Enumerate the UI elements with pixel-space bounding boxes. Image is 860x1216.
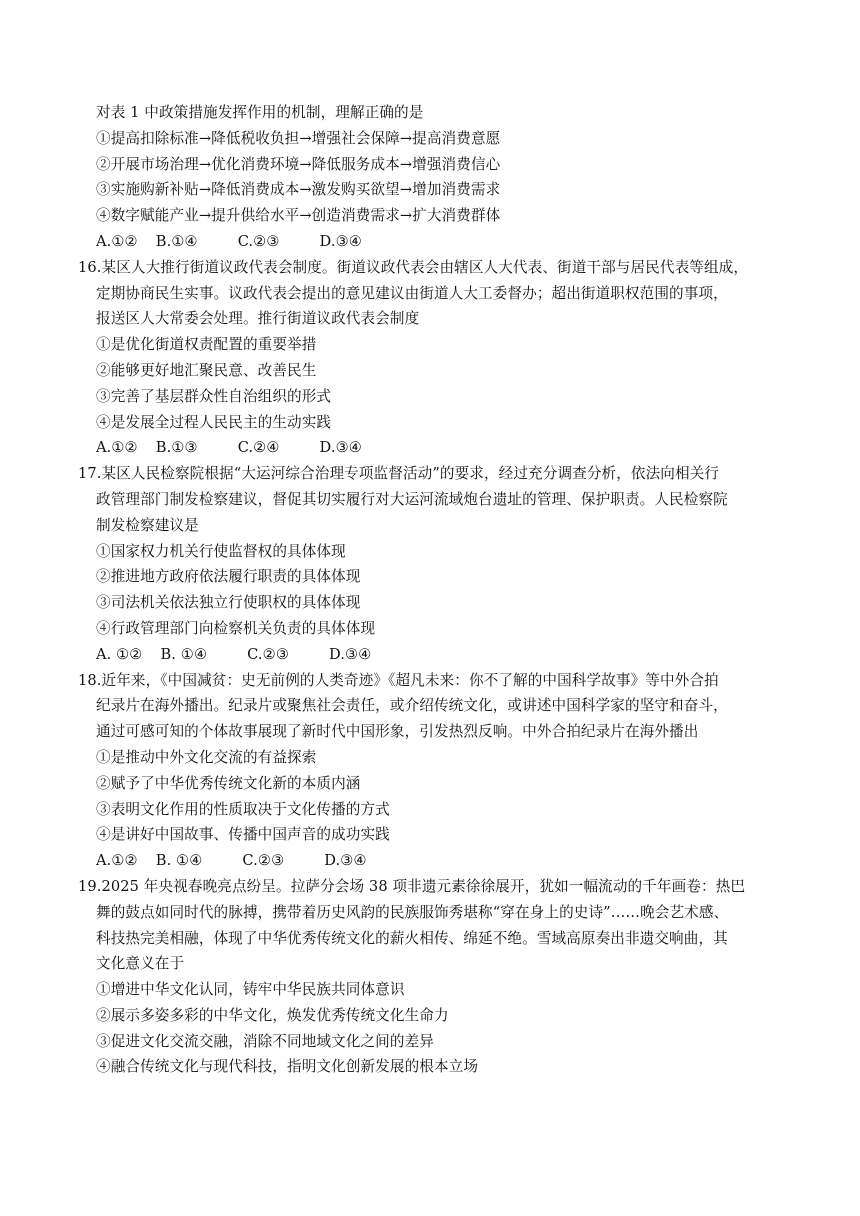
q18-choice-c: C.②③ bbox=[242, 852, 285, 870]
q16-choice-d: D.③④ bbox=[319, 439, 362, 457]
q16-stem-line-1: 16.某区人大推行街道议政代表会制度。街道议政代表会由辖区人大代表、街道干部与居民代表等组成， bbox=[78, 258, 749, 276]
q19-option-3: ③促进文化交流交融，消除不同地域文化之间的差异 bbox=[96, 1032, 434, 1050]
q18-answer-choices bbox=[0, 848, 860, 874]
q15-choice-d: D.③④ bbox=[319, 232, 362, 250]
q15-choice-a: A.①② bbox=[96, 232, 138, 250]
q19-option-1: ①增进中华文化认同，铸牢中华民族共同体意识 bbox=[96, 981, 405, 999]
q19-option-4: ④融合传统文化与现代科技，指明文化创新发展的根本立场 bbox=[96, 1058, 479, 1076]
q18-choice-d: D.③④ bbox=[324, 852, 367, 870]
q19-stem-line-2: 舞的鼓点如同时代的脉搏，携带着历史风韵的民族服饰秀堪称“穿在身上的史诗”……晚会艺术感、 bbox=[96, 903, 729, 921]
q18-option-1: ①是推动中外文化交流的有益探索 bbox=[96, 748, 317, 766]
q16-option-4: ④是发展全过程人民民主的生动实践 bbox=[96, 413, 332, 431]
q18-option-4: ④是讲好中国故事、传播中国声音的成功实践 bbox=[96, 826, 390, 844]
q15-choice-c: C.②③ bbox=[237, 232, 280, 250]
q18-choice-b: B. ①④ bbox=[155, 852, 203, 870]
q17-choice-a: A. ①② bbox=[96, 645, 143, 663]
q15-stem: 对表 1 中政策措施发挥作用的机制，理解正确的是 bbox=[96, 104, 424, 121]
q16-option-1: ①是优化街道权责配置的重要举措 bbox=[96, 336, 317, 354]
q18-stem-line-2: 纪录片在海外播出。纪录片或聚焦社会责任，或介绍传统文化，或讲述中国科学家的坚守和奋斗， bbox=[96, 697, 728, 715]
exam-page bbox=[0, 100, 860, 1080]
q17-answer-choices bbox=[0, 642, 860, 668]
q17-choice-d: D.③④ bbox=[329, 645, 372, 663]
q18-stem-line-1: 18.近年来，《中国减贫：史无前例的人类奇迹》《超凡未来：你不了解的中国科学故事》等中外合拍 bbox=[78, 671, 719, 689]
q19-stem-line-3: 科技热完美相融，体现了中华优秀传统文化的薪火相传、绵延不绝。雪域高原奏出非遗交响曲，其 bbox=[96, 929, 728, 947]
q16-option-3: ③完善了基层群众性自治组织的形式 bbox=[96, 387, 332, 405]
q17-option-4: ④行政管理部门向检察机关负责的具体体现 bbox=[96, 619, 376, 637]
q15-answer-choices bbox=[0, 229, 860, 255]
q19-option-2: ②展示多姿多彩的中华文化，焕发优秀传统文化生命力 bbox=[96, 1006, 449, 1024]
q16-choice-a: A.①② bbox=[96, 439, 138, 457]
q18-choice-a: A.①② bbox=[96, 852, 138, 870]
q15-option-4: ④数字赋能产业→提升供给水平→创造消费需求→扩大消费群体 bbox=[96, 207, 501, 225]
q17-stem-line-1: 17.某区人民检察院根据“大运河综合治理专项监督活动”的要求，经过充分调查分析，依法向相关行 bbox=[78, 465, 720, 483]
q17-stem-line-2: 政管理部门制发检察建议，督促其切实履行对大运河流域炮台遗址的管理、保护职责。人民检察院 bbox=[96, 490, 728, 508]
q19-stem-line-1: 19.2025 年央视春晚亮点纷呈。拉萨分会场 38 项非遗元素徐徐展开，犹如一幅流动的千年画卷：热巴 bbox=[78, 877, 746, 895]
q18-option-2: ②赋予了中华优秀传统文化新的本质内涵 bbox=[96, 774, 361, 792]
q16-choice-c: C.②④ bbox=[237, 439, 280, 457]
q18-stem-line-3: 通过可感可知的个体故事展现了新时代中国形象，引发热烈反响。中外合拍纪录片在海外播出 bbox=[96, 723, 699, 741]
q17-option-1: ①国家权力机关行使监督权的具体体现 bbox=[96, 542, 346, 560]
q16-stem-line-2: 定期协商民生实事。议政代表会提出的意见建议由街道人大工委督办；超出街道职权范围的事项， bbox=[96, 284, 728, 302]
q15-choice-b: B.①④ bbox=[155, 232, 198, 250]
q17-choice-c: C.②③ bbox=[247, 645, 290, 663]
q17-option-3: ③司法机关依法独立行使职权的具体体现 bbox=[96, 594, 361, 612]
q19-stem-line-4: 文化意义在于 bbox=[96, 955, 185, 973]
q15-option-1: ①提高扣除标准→降低税收负担→增强社会保障→提高消费意愿 bbox=[96, 129, 501, 147]
q15-option-2: ②开展市场治理→优化消费环境→降低服务成本→增强消费信心 bbox=[96, 155, 501, 173]
q16-answer-choices bbox=[0, 435, 860, 461]
q17-choice-b: B. ①④ bbox=[160, 645, 208, 663]
q17-option-2: ②推进地方政府依法履行职责的具体体现 bbox=[96, 568, 361, 586]
q17-stem-line-3: 制发检察建议是 bbox=[96, 516, 199, 534]
q15-option-3: ③实施购新补贴→降低消费成本→激发购买欲望→增加消费需求 bbox=[96, 181, 501, 199]
q18-option-3: ③表明文化作用的性质取决于文化传播的方式 bbox=[96, 800, 390, 818]
q16-stem-line-3: 报送区人大常委会处理。推行街道议政代表会制度 bbox=[96, 310, 420, 328]
q16-option-2: ②能够更好地汇聚民意、改善民生 bbox=[96, 361, 317, 379]
q16-choice-b: B.①③ bbox=[155, 439, 198, 457]
